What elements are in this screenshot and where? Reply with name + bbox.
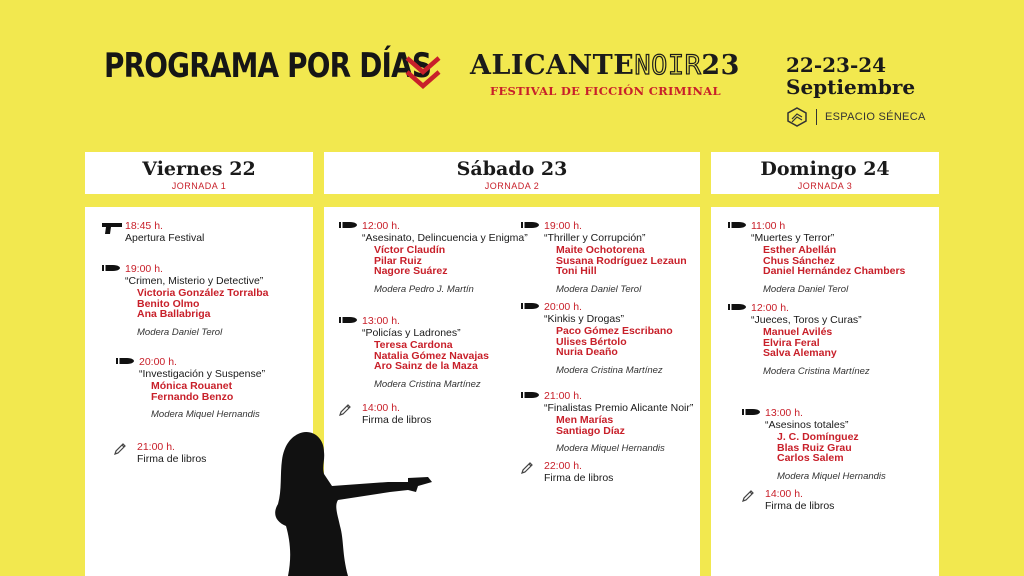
event-title: “Thriller y Corrupción” bbox=[544, 232, 646, 244]
event-title: “Jueces, Toros y Curas” bbox=[751, 314, 862, 326]
dates-month: Septiembre bbox=[786, 75, 916, 99]
event-moderator: Modera Miquel Hernandis bbox=[151, 409, 260, 420]
bullet-icon bbox=[741, 408, 761, 419]
participant-name: Daniel Hernández Chambers bbox=[763, 265, 906, 277]
schedule-event bbox=[139, 357, 319, 420]
participant-name: Aro Sainz de la Maza bbox=[374, 360, 478, 372]
bullet-icon bbox=[520, 391, 540, 402]
event-title: “Muertes y Terror” bbox=[751, 232, 835, 244]
participant-name: Fernando Benzo bbox=[151, 390, 234, 403]
event-title: “Policías y Ladrones” bbox=[362, 327, 461, 339]
event-participants bbox=[125, 288, 305, 320]
participant-name: Santiago Díaz bbox=[556, 424, 625, 437]
participant-name: Susana Rodríguez Lezaun bbox=[556, 254, 687, 267]
schedule-event bbox=[362, 221, 532, 295]
event-title: “Kinkis y Drogas” bbox=[544, 313, 624, 325]
dates-days: 22-23-24 bbox=[786, 53, 887, 77]
event-title: Firma de libros bbox=[765, 500, 835, 512]
jornada-label: JORNADA 3 bbox=[797, 181, 853, 191]
pencil-icon bbox=[520, 461, 534, 478]
schedule-event bbox=[362, 403, 532, 426]
event-title: “Investigación y Suspense” bbox=[139, 368, 266, 380]
event-time: 19:00 h. bbox=[544, 220, 582, 232]
event-participants bbox=[751, 245, 931, 277]
participant-name: Paco Gómez Escribano bbox=[556, 325, 673, 337]
venue-divider bbox=[816, 109, 817, 125]
day-schedule bbox=[711, 207, 939, 576]
participant-name: Manuel Avilés bbox=[763, 326, 833, 338]
bullet-icon bbox=[727, 221, 747, 232]
day-title: Domingo 24 bbox=[760, 158, 890, 180]
event-time: 21:00 h. bbox=[544, 390, 582, 402]
event-time: 22:00 h. bbox=[544, 460, 582, 472]
festival-logo bbox=[470, 50, 740, 81]
event-moderator: Modera Miquel Hernandis bbox=[777, 470, 886, 482]
event-moderator: Modera Pedro J. Martín bbox=[374, 283, 474, 295]
jornada-label: JORNADA 1 bbox=[171, 181, 227, 191]
festival-subtitle: FESTIVAL DE FICCIÓN CRIMINAL bbox=[490, 84, 721, 98]
event-title: “Finalistas Premio Alicante Noir” bbox=[544, 402, 694, 414]
woman-silhouette-illustration bbox=[268, 430, 438, 576]
logo-year: 23 bbox=[701, 50, 740, 81]
bullet-icon bbox=[727, 303, 747, 314]
pencil-icon bbox=[741, 489, 755, 506]
event-participants bbox=[544, 326, 714, 358]
participant-name: Ulises Bértolo bbox=[556, 335, 627, 348]
bullet-icon bbox=[520, 221, 540, 232]
participant-name: Pilar Ruiz bbox=[374, 254, 422, 267]
event-title: Firma de libros bbox=[544, 472, 614, 484]
event-title: “Asesinato, Delincuencia y Enigma” bbox=[362, 232, 528, 244]
participant-name: Victoria González Torralba bbox=[137, 287, 269, 299]
event-participants bbox=[751, 327, 931, 359]
participant-name: Nagore Suárez bbox=[374, 265, 448, 277]
pencil-icon bbox=[113, 442, 127, 459]
participant-name: Mónica Rouanet bbox=[151, 380, 233, 392]
participant-name: Elvira Feral bbox=[763, 336, 820, 349]
bullet-icon bbox=[520, 302, 540, 313]
event-participants bbox=[544, 415, 714, 436]
event-participants bbox=[139, 381, 319, 402]
event-time: 20:00 h. bbox=[139, 356, 177, 368]
event-time: 14:00 h. bbox=[362, 402, 400, 414]
event-title: Firma de libros bbox=[137, 453, 207, 465]
bullet-icon bbox=[115, 357, 135, 368]
page-title: PROGRAMA POR DÍAS bbox=[104, 46, 432, 86]
logo-alicante: ALICANTE bbox=[470, 50, 635, 81]
schedule-event bbox=[751, 303, 931, 377]
schedule-event bbox=[544, 302, 714, 376]
event-participants bbox=[362, 340, 532, 372]
event-time: 18:45 h. bbox=[125, 220, 163, 232]
participant-name: Víctor Claudín bbox=[374, 244, 446, 256]
participant-name: Maite Ochotorena bbox=[556, 244, 645, 256]
day-header bbox=[711, 152, 939, 194]
event-time: 12:00 h. bbox=[751, 302, 789, 314]
event-time: 13:00 h. bbox=[765, 407, 803, 419]
participant-name: Blas Ruiz Grau bbox=[777, 441, 852, 454]
event-time: 19:00 h. bbox=[125, 263, 163, 275]
participant-name: Ana Ballabriga bbox=[137, 308, 211, 320]
event-time: 11:00 h bbox=[751, 220, 786, 232]
schedule-event bbox=[544, 221, 714, 295]
event-participants bbox=[765, 432, 945, 464]
bullet-icon bbox=[101, 264, 121, 275]
jornada-label: JORNADA 2 bbox=[484, 181, 540, 191]
chevron-down-icon bbox=[404, 52, 442, 92]
venue bbox=[786, 106, 926, 128]
venue-name: ESPACIO SÉNECA bbox=[825, 111, 926, 123]
gun-icon bbox=[101, 221, 123, 238]
event-participants bbox=[362, 245, 532, 277]
participant-name: Benito Olmo bbox=[137, 297, 200, 310]
event-title: Apertura Festival bbox=[125, 232, 205, 244]
schedule-event bbox=[765, 489, 945, 512]
day-header bbox=[324, 152, 700, 194]
participant-name: Teresa Cardona bbox=[374, 339, 453, 351]
event-title: “Asesinos totales” bbox=[765, 419, 849, 431]
event-time: 12:00 h. bbox=[362, 220, 400, 232]
event-moderator: Modera Cristina Martínez bbox=[374, 378, 481, 390]
logo-noir: NOIR bbox=[634, 50, 702, 81]
event-moderator: Modera Daniel Terol bbox=[137, 326, 223, 338]
participant-name: Carlos Salem bbox=[777, 452, 844, 464]
event-moderator: Modera Daniel Terol bbox=[763, 283, 849, 295]
schedule-event bbox=[362, 316, 532, 390]
bullet-icon bbox=[338, 316, 358, 327]
event-participants bbox=[544, 245, 714, 277]
participant-name: Nuria Deaño bbox=[556, 346, 618, 358]
schedule-event bbox=[544, 391, 714, 454]
event-title: Firma de libros bbox=[362, 414, 432, 426]
participant-name: Salva Alemany bbox=[763, 347, 837, 359]
event-title: “Crimen, Misterio y Detective” bbox=[125, 275, 264, 287]
participant-name: Esther Abellán bbox=[763, 244, 837, 256]
participant-name: Toni Hill bbox=[556, 265, 597, 277]
event-time: 21:00 h. bbox=[137, 441, 175, 453]
day-title: Viernes 22 bbox=[142, 158, 256, 180]
day-title: Sábado 23 bbox=[456, 158, 568, 180]
participant-name: Chus Sánchez bbox=[763, 254, 835, 267]
event-moderator: Modera Miquel Hernandis bbox=[556, 443, 665, 454]
participant-name: Natalia Gómez Navajas bbox=[374, 349, 489, 362]
schedule-event bbox=[751, 221, 931, 295]
event-time: 14:00 h. bbox=[765, 488, 803, 500]
schedule-event bbox=[125, 264, 305, 338]
day-header bbox=[85, 152, 313, 194]
event-time: 13:00 h. bbox=[362, 315, 400, 327]
bullet-icon bbox=[338, 221, 358, 232]
pencil-icon bbox=[338, 403, 352, 420]
event-moderator: Modera Cristina Martínez bbox=[763, 365, 870, 377]
schedule-event bbox=[544, 461, 714, 484]
event-time: 20:00 h. bbox=[544, 301, 582, 313]
schedule-event bbox=[765, 408, 945, 482]
event-moderator: Modera Daniel Terol bbox=[556, 283, 642, 295]
festival-dates bbox=[786, 54, 915, 98]
participant-name: Men Marías bbox=[556, 414, 614, 426]
schedule-event bbox=[125, 221, 305, 244]
participant-name: J. C. Domínguez bbox=[777, 431, 859, 443]
venue-logo-icon bbox=[786, 106, 808, 128]
event-moderator: Modera Cristina Martínez bbox=[556, 364, 663, 376]
